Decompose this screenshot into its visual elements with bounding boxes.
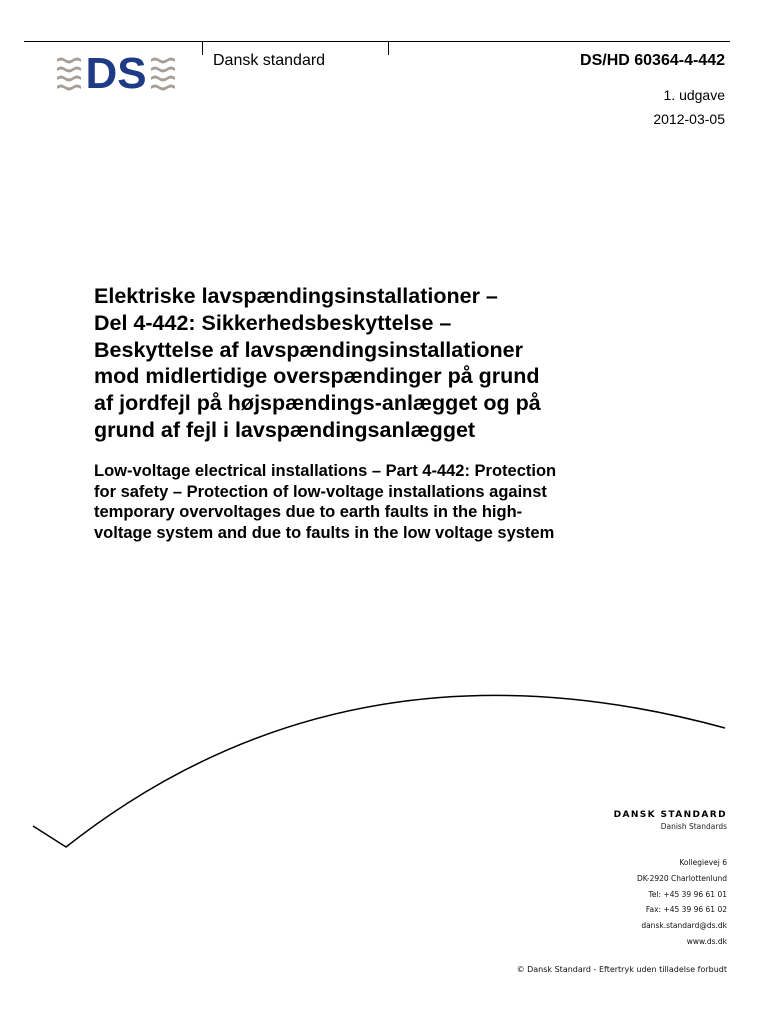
website: www.ds.dk	[686, 936, 727, 946]
standard-number: DS/HD 60364-4-442	[580, 52, 725, 69]
title-english-line: voltage system and due to faults in the low voltage system	[94, 523, 555, 542]
title-english-line: Low-voltage electrical installations – Part 4-442: Protection	[94, 462, 557, 480]
address-line: DK-2920 Charlottenlund	[636, 873, 727, 883]
title-english-line: temporary overvoltages due to earth faults in the high-	[94, 503, 523, 521]
logo-waves-right	[151, 58, 175, 91]
edition: 1. udgave	[663, 87, 725, 103]
ds-logo	[56, 50, 176, 92]
standard-label: Dansk standard	[213, 52, 326, 69]
publisher-address	[637, 855, 727, 950]
title-danish-line: Del 4-442: Sikkerhedsbeskyttelse –	[94, 310, 452, 335]
logo-waves-left	[57, 58, 81, 91]
title-danish	[94, 283, 714, 444]
email: dansk.standard@ds.dk	[641, 921, 727, 931]
phone: Tel: +45 39 96 61 01	[648, 889, 727, 899]
title-danish-line: mod midlertidige overspændinger på grund	[94, 364, 540, 389]
publisher-name: DANSK STANDARD	[613, 810, 727, 820]
publication-date: 2012-03-05	[653, 111, 725, 127]
title-danish-line: Beskyttelse af lavspændingsinstallationer	[94, 337, 523, 362]
title-english	[94, 461, 714, 543]
publisher-block	[614, 810, 727, 831]
fax: Fax: +45 39 96 61 02	[645, 905, 727, 915]
address-line: Kollegievej 6	[679, 858, 727, 867]
header-divider-right	[388, 41, 389, 55]
header-rule	[24, 41, 730, 42]
copyright-notice: © Dansk Standard - Eftertryk uden tilladelse forbudt	[516, 965, 727, 974]
publisher-subtitle: Danish Standards	[660, 822, 727, 831]
header-divider-left	[202, 41, 203, 55]
logo-text: DS	[85, 50, 147, 92]
title-danish-line: af jordfejl på højspændings-anlægget og på	[94, 391, 541, 416]
title-english-line: for safety – Protection of low-voltage installations against	[94, 482, 547, 501]
title-danish-line: Elektriske lavspændingsinstallationer –	[94, 284, 498, 308]
title-danish-line: grund af fejl i lavspændingsanlægget	[94, 417, 476, 442]
